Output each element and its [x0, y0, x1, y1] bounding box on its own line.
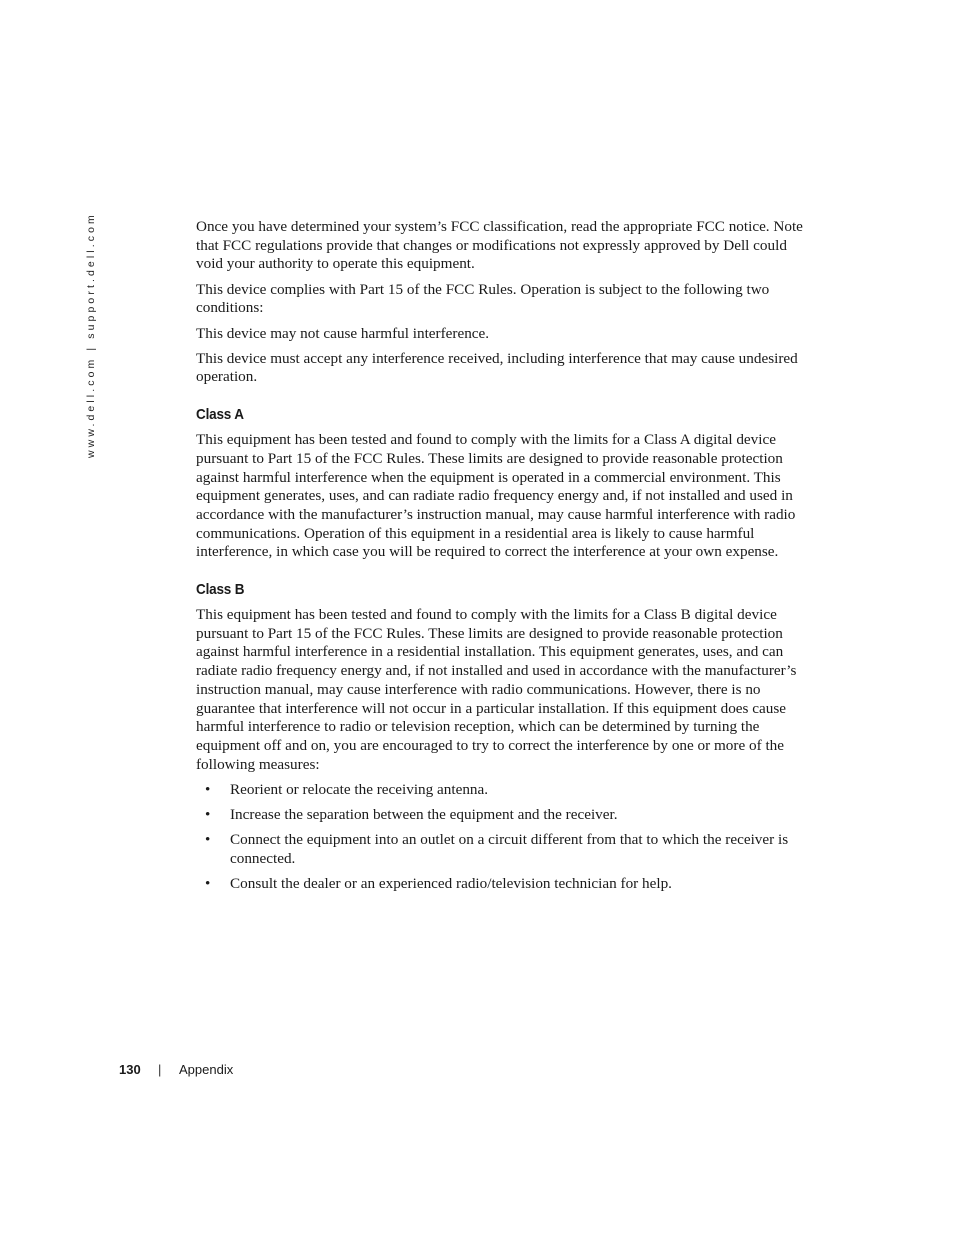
list-item — [196, 831, 816, 868]
main-content — [196, 218, 816, 900]
intro-paragraph: This device may not cause harmful interference. — [196, 324, 490, 342]
class-a-paragraph: This equipment has been tested and found to comply with the limits for a Class A digital device pursuant to Part 15 of the FCC Rules. These limits are designed to provide reasonable protection against harmful interference when the equipment is operated in a commercial environment. This equipment generates, uses, and can radiate radio frequency energy and, if not installed and used in accordance with the manufacturer’s instruction manual, may cause harmful interference with radio communications. Operation of this equipment in a residential area is likely to cause harmful interference, in which case you will be required to correct the interference at your own expense. — [196, 431, 796, 561]
class-b-paragraph: This equipment has been tested and found to comply with the limits for a Class B digital device pursuant to Part 15 of the FCC Rules. These limits are designed to provide reasonable protection against harmful interference in a residential installation. This equipment generates, uses, and can radiate radio frequency energy and, if not installed and used in accordance with the manufacturer’s instruction manual, may cause interference with radio communications. However, there is no guarantee that interference will not occur in a particular installation. If this equipment does cause harmful interference to radio or television reception, which can be determined by turning the equipment off and on, you are encouraged to try to correct the interference by one or more of the following measures: — [196, 606, 797, 773]
bullet-icon: • — [205, 780, 211, 798]
intro-paragraph: This device complies with Part 15 of the FCC Rules. Operation is subject to the following two conditions: — [196, 280, 770, 317]
list-item — [196, 806, 816, 825]
class-b-heading: Class B — [196, 581, 245, 599]
list-item-text: Increase the separation between the equipment and the receiver. — [230, 806, 618, 824]
sidebar-url: www.dell.com | support.dell.com — [85, 212, 97, 458]
measures-list — [196, 781, 816, 894]
list-item-text: Connect the equipment into an outlet on a circuit different from that to which the receiver is connected. — [230, 831, 789, 867]
intro-paragraph: Once you have determined your system’s FCC classification, read the appropriate FCC notice. Note that FCC regulations provide that changes or modifications not expressly approved by Dell could void your authority to operate this equipment. — [196, 218, 803, 273]
class-a-heading: Class A — [196, 406, 244, 424]
bullet-icon: • — [205, 831, 211, 849]
page-number: 130 — [119, 1062, 141, 1077]
section-name: Appendix — [179, 1062, 234, 1077]
list-item-text: Consult the dealer or an experienced radio/television technician for help. — [230, 875, 672, 893]
bullet-icon: • — [205, 806, 211, 824]
list-item-text: Reorient or relocate the receiving antenna. — [230, 780, 489, 798]
list-item — [196, 875, 816, 894]
bullet-icon: • — [205, 875, 211, 893]
intro-paragraph: This device must accept any interference received, including interference that may cause undesired operation. — [196, 349, 798, 386]
list-item — [196, 781, 816, 800]
footer-separator: | — [158, 1062, 162, 1077]
